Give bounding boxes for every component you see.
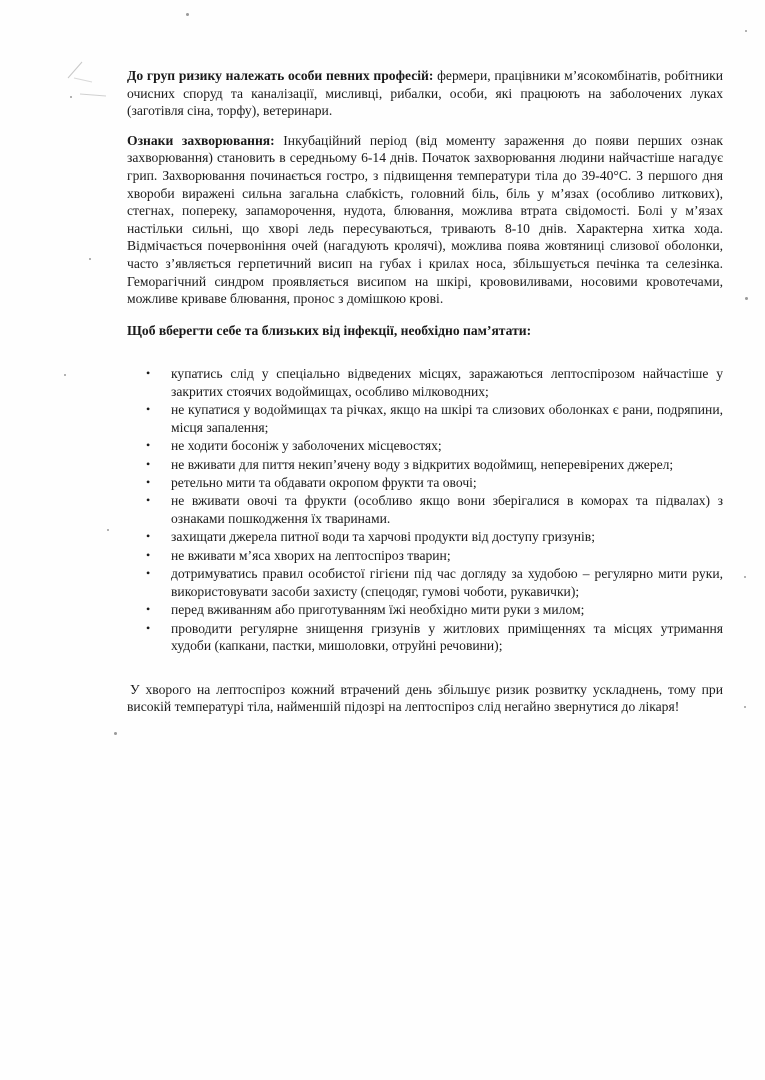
list-item	[127, 437, 723, 455]
bullet-icon: •	[146, 620, 151, 635]
list-item-text: не ходити босоніж у заболочених місцевостях;	[171, 438, 442, 454]
bullet-icon: •	[146, 438, 151, 453]
list-item	[127, 365, 723, 400]
list-item-text: не купатися у водоймищах та річках, якщо на шкірі та слизових оболонках є рани, подряпини, місця запалення;	[171, 402, 723, 435]
list-item-text: не вживати м’яса хворих на лептоспіроз тварин;	[171, 547, 451, 563]
bullet-icon: •	[146, 456, 151, 471]
scan-speck	[89, 258, 91, 260]
symptoms-text: Інкубаційний період (від моменту зараження до появи перших ознак захворювання) становить в середньому 6-14 днів. Початок захворювання людини найчастіше нагадує грип. Захворювання починається гостро, з підвищення температури тіла до 39-40°С. З першого дня хвороби виражені сильна загальна слабкість, головний біль, біль у м’язах (особливо литкових), стегнах, попереку, запаморочення, нудота, блювання, можлива втрата свідомості. Болі у м’язах настільки сильні, що хворі ледь пересуваються, тривають 8-10 днів. Характерна хитка хода. Відмічається почервоніння очей (нагадують кролячі), можлива поява жовтяниці слизової оболонки, часто з’являється герпетичний висип на губах і крилах носа, збільшується печінка та селезінка. Геморагічний синдром проявляється висипом на шкірі, крововиливами, носовими кровотечами, можливе криваве блювання, пронос з домішкою крові.	[127, 132, 723, 307]
list-item	[127, 547, 723, 565]
scan-speck	[107, 529, 109, 531]
scan-speck	[744, 576, 746, 578]
bullet-icon: •	[146, 529, 151, 544]
list-item	[127, 528, 723, 546]
scan-speck	[186, 13, 189, 16]
scan-speck	[70, 96, 72, 98]
list-item-text: не вживати для пиття некип’ячену воду з відкритих водоймищ, неперевірених джерел;	[171, 456, 674, 472]
list-item-text: не вживати овочі та фрукти (особливо якщо вони зберігалися в коморах та підвалах) з ознаками пошкодження їх тваринами.	[171, 493, 723, 527]
list-item	[127, 401, 723, 436]
prevention-list	[127, 365, 723, 654]
list-item	[127, 565, 723, 600]
document-body	[127, 67, 723, 716]
prevention-heading: Щоб вберегти себе та близьких від інфекції, необхідно пам’ятати:	[127, 322, 532, 338]
bullet-icon: •	[146, 366, 151, 381]
symptoms-paragraph	[127, 132, 723, 308]
list-item-text: захищати джерела питної води та харчові продукти від доступу гризунів;	[171, 529, 596, 545]
risk-groups-text: фермери, працівники м’ясокомбінатів, робітники очисних споруд та каналізації, мисливці, рибалки, особи, які працюють на заболочених луках (заготівля сіна, торфу), ветеринари.	[127, 68, 723, 119]
list-item	[127, 456, 723, 474]
bullet-icon: •	[146, 475, 151, 490]
bullet-icon: •	[146, 547, 151, 562]
list-item	[127, 492, 723, 527]
bullet-icon: •	[146, 566, 151, 581]
final-warning-paragraph: У хворого на лептоспіроз кожний втрачений день збільшує ризик розвитку ускладнень, тому при високій температурі тіла, найменшій підозрі на лептоспіроз слід негайно звернутися до лікаря!	[127, 681, 723, 715]
scan-speck	[114, 732, 117, 735]
bullet-icon: •	[146, 402, 151, 417]
list-item	[127, 620, 723, 655]
bullet-icon: •	[146, 602, 151, 617]
list-item-text: купатись слід у спеціально відведених місцях, заражаються лептоспірозом найчастіше у закритих стоячих водоймищах, особливо мілководних;	[171, 366, 723, 399]
scan-speck	[744, 706, 746, 708]
risk-groups-paragraph	[127, 67, 723, 120]
symptoms-lead: Ознаки захворювання:	[127, 132, 275, 148]
risk-groups-lead: До груп ризику належать особи певних професій:	[127, 68, 434, 83]
scan-speck	[64, 374, 66, 376]
list-item-text: проводити регулярне знищення гризунів у житлових приміщеннях та місцях утримання худоби (капкани, пастки, мишоловки, отруйні речовини);	[171, 620, 723, 654]
list-item-text: дотримуватись правил особистої гігієни під час догляду за худобою – регулярно мити руки, використовувати засоби захисту (спецодяг, гумові чоботи, рукавички);	[171, 566, 723, 599]
scan-speck	[745, 30, 747, 32]
scan-artifact-mark	[62, 48, 122, 118]
list-item	[127, 601, 723, 619]
list-item	[127, 474, 723, 492]
list-item-text: перед вживанням або приготуванням їжі необхідно мити руки з милом;	[171, 602, 585, 618]
list-item-text: ретельно мити та обдавати окропом фрукти та овочі;	[171, 475, 477, 491]
scan-speck	[745, 297, 748, 300]
bullet-icon: •	[146, 493, 151, 508]
